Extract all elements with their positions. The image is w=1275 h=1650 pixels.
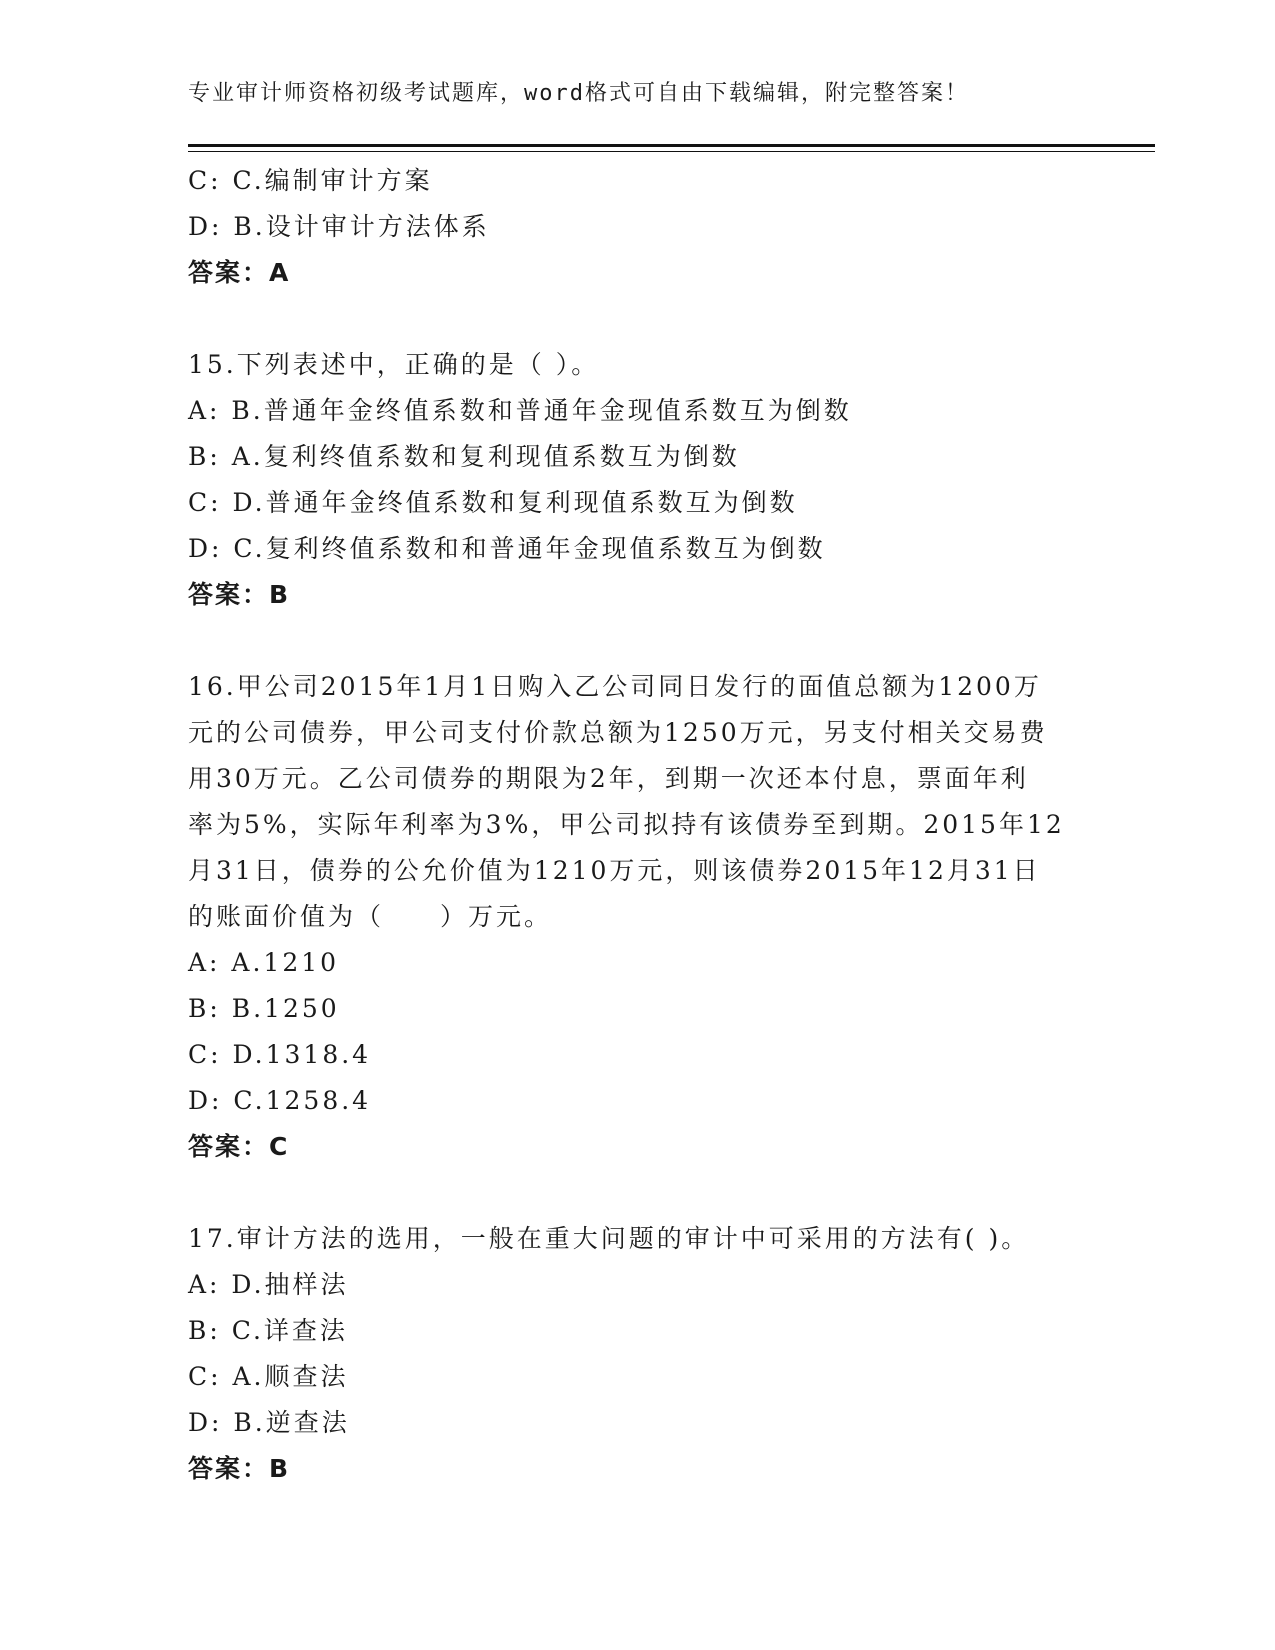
- option-a: A: B.普通年金终值系数和普通年金现值系数互为倒数: [188, 396, 852, 425]
- option-b: B: C.详查法: [188, 1316, 348, 1345]
- question-stem: 17.审计方法的选用，一般在重大问题的审计中可采用的方法有( )。: [188, 1224, 1030, 1253]
- option-c: C: D.普通年金终值系数和复利现值系数互为倒数: [188, 488, 798, 517]
- page-header: 专业审计师资格初级考试题库，word格式可自由下载编辑，附完整答案！: [188, 81, 969, 106]
- spacer: [188, 1170, 1088, 1216]
- header-rule-thick: [188, 144, 1155, 147]
- question-stem: 15.下列表述中，正确的是（ ）。: [188, 350, 600, 379]
- question-stem-line-1: 16.甲公司2015年1月1日购入乙公司同日发行的面值总额为1200万: [188, 672, 1042, 701]
- answer-line: 答案：B: [188, 580, 291, 609]
- spacer: [188, 618, 1088, 664]
- question-block-15: [188, 342, 1088, 618]
- option-c: C: A.顺查法: [188, 1362, 349, 1391]
- question-stem-line-3: 用30万元。乙公司债券的期限为2年，到期一次还本付息，票面年利: [188, 764, 1029, 793]
- question-block-16: [188, 664, 1088, 1170]
- header-rule-thin: [188, 151, 1155, 152]
- question-block-17: [188, 1216, 1088, 1492]
- question-stem-line-4: 率为5%，实际年利率为3%，甲公司拟持有该债券至到期。2015年12: [188, 810, 1065, 839]
- option-d: D: B.逆查法: [188, 1408, 350, 1437]
- question-stem-line-5: 月31日，债券的公允价值为1210万元，则该债券2015年12月31日: [188, 856, 1041, 885]
- option-b: B: A.复利终值系数和复利现值系数互为倒数: [188, 442, 740, 471]
- option-c: C: C.编制审计方案: [188, 166, 433, 195]
- option-a: A: D.抽样法: [188, 1270, 349, 1299]
- spacer: [188, 296, 1088, 342]
- question-content: [188, 158, 1088, 1492]
- answer-line: 答案：C: [188, 1132, 290, 1161]
- option-d: D: C.1258.4: [188, 1086, 372, 1115]
- answer-line: 答案：A: [188, 258, 291, 287]
- option-b: B: B.1250: [188, 994, 340, 1023]
- answer-line: 答案：B: [188, 1454, 291, 1483]
- question-stem-line-6: 的账面价值为（ ）万元。: [188, 902, 553, 931]
- option-a: A: A.1210: [188, 948, 340, 977]
- option-c: C: D.1318.4: [188, 1040, 372, 1069]
- option-d: D: B.设计审计方法体系: [188, 212, 490, 241]
- option-d: D: C.复利终值系数和和普通年金现值系数互为倒数: [188, 534, 826, 563]
- question-stem-line-2: 元的公司债券，甲公司支付价款总额为1250万元，另支付相关交易费: [188, 718, 1048, 747]
